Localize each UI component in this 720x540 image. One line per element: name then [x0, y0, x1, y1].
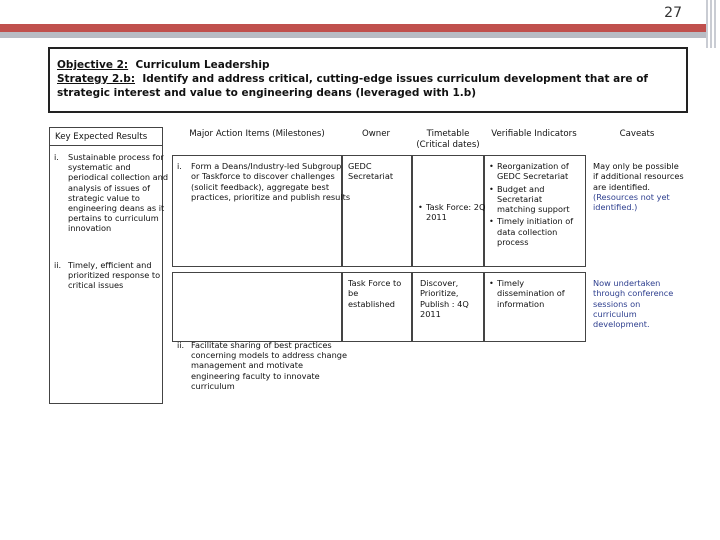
col-header-indicators: Verifiable Indicators — [491, 129, 577, 139]
corner-decoration — [704, 0, 720, 48]
row1-caveats — [593, 161, 685, 212]
row2-owner-text: Task Force to be established — [348, 278, 402, 309]
row2-action-cell — [172, 272, 342, 342]
strategy-line — [57, 72, 678, 100]
row1-caveats-note: (Resources not yet identified.) — [593, 191, 670, 213]
indicator-item: • Reorganization of GEDC Secretariat — [489, 161, 569, 182]
key-results-header: Key Expected Results — [55, 132, 148, 142]
row1-timetable-text: • Task Force: 2Q 2011 — [418, 202, 486, 223]
col-header-owner: Owner — [361, 129, 391, 139]
col-header-timetable: Timetable (Critical dates) — [416, 129, 480, 150]
strategy-text: Identify and address critical, cutting-edge issues curriculum development that are of strategic interest and value to engineering deans (leveraged with 1.b) — [57, 73, 648, 99]
objective-box — [48, 47, 688, 113]
indicator-item: • Budget and Secretariat matching support — [489, 183, 570, 215]
row1-indicators-list — [489, 161, 583, 247]
row1-caveats-text: May only be possible if additional resources are identified. — [593, 161, 684, 192]
row1-action-text: i. Form a Deans/Industry-led Subgroup or Taskforce to discover challenges (solicit feedback), aggregate best practices, prioritize and publish results — [177, 161, 351, 202]
indicator-item: • Timely initiation of data collection process — [489, 216, 574, 248]
indicator-item: • Timely dissemination of information — [489, 278, 565, 309]
strategy-label: Strategy 2.b: — [57, 73, 136, 85]
header-accent-bar — [0, 24, 706, 32]
row2-indicators-list — [489, 278, 583, 309]
col-header-action: Major Action Items (Milestones) — [189, 129, 325, 139]
header-grey-bar — [0, 32, 706, 38]
objective-text: Curriculum Leadership — [135, 59, 270, 71]
slide-header — [0, 0, 706, 24]
key-result-item: i. Sustainable process for systematic and periodical collection and analysis of issues of strategic value to engineering deans as it pertains to curriculum innovation — [54, 152, 169, 234]
row2-action-text: ii. Facilitate sharing of best practices concerning models to address change management and motivate engineering faculty to innovate curriculum — [177, 339, 347, 391]
objective-line — [57, 58, 678, 72]
row2-caveats-note: Now undertaken through conference sessions on curriculum development. — [593, 278, 674, 330]
key-result-item: ii. Timely, efficient and prioritized response to critical issues — [54, 260, 161, 291]
row1-owner-text: GEDC Secretariat — [348, 161, 394, 182]
slide-number: 27 — [664, 5, 682, 21]
col-header-caveats: Caveats — [619, 129, 655, 139]
key-results-divider — [50, 145, 162, 146]
key-results-box — [49, 127, 169, 404]
row2-timetable-text: Discover, Prioritize, Publish : 4Q 2011 — [420, 278, 469, 319]
objective-label: Objective 2: — [57, 59, 129, 71]
